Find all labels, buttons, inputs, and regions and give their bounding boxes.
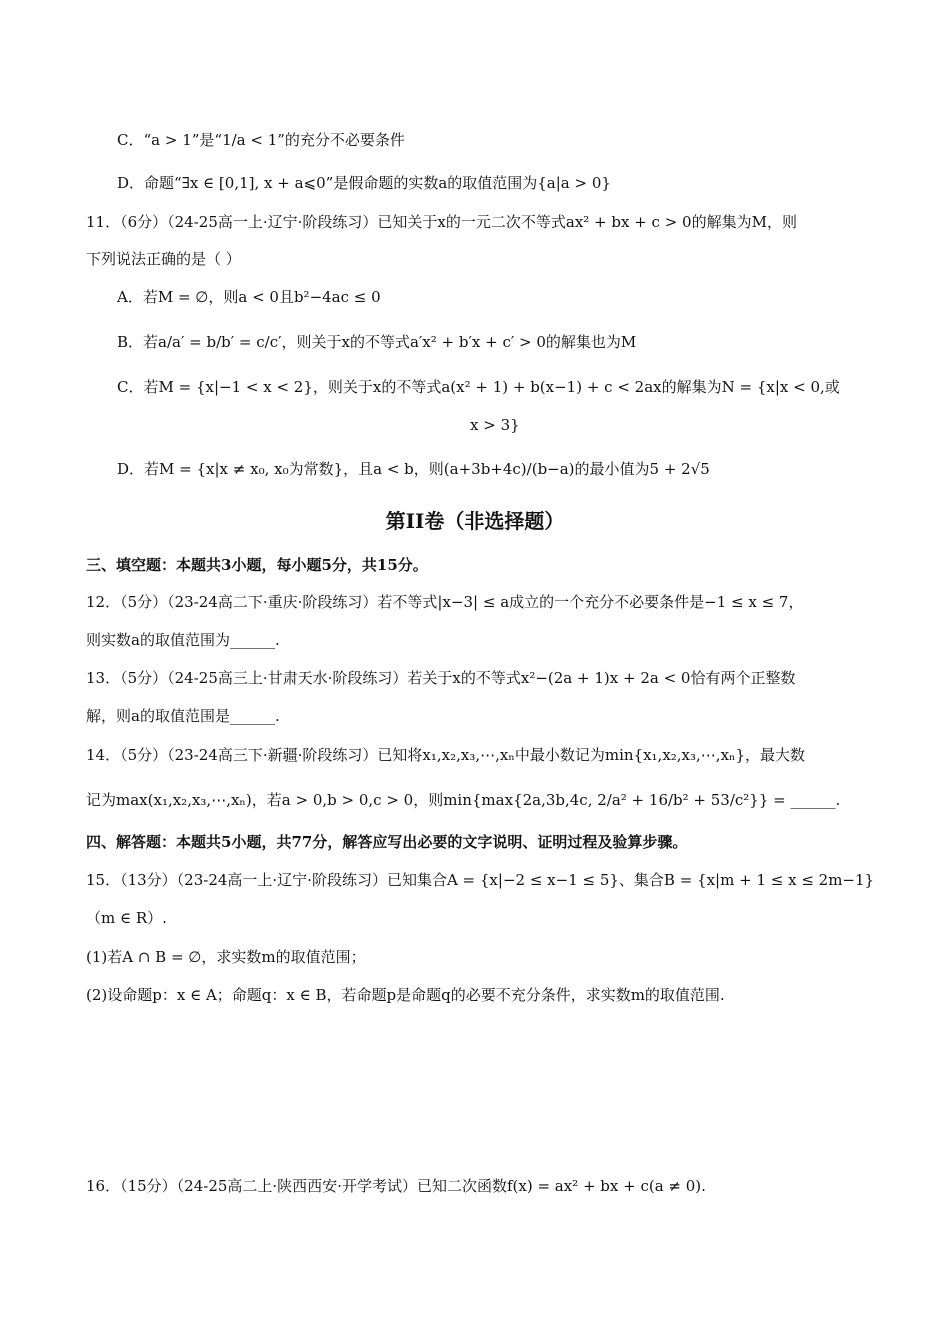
q11-option-d: D．若M = {x|x ≠ x₀, x₀为常数}，且a < b，则(a+3b+4c)/(b−a)的最小值为5 + 2√5 — [117, 460, 710, 478]
q16-stem-line1: 16．（15分）（24-25高二上·陕西西安·开学考试）已知二次函数f(x) = ax² + bx + c(a ≠ 0). — [86, 1177, 706, 1195]
q13-stem-line1: 13．（5分）（24-25高三上·甘肃天水·阶段练习）若关于x的不等式x²−(2a + 1)x + 2a < 0恰有两个正整数 — [86, 669, 796, 687]
q11-option-c-line2: x > 3} — [470, 416, 520, 434]
q11-stem-line2: 下列说法正确的是（ ） — [86, 250, 241, 268]
q11-option-b: B．若a/a′ = b/b′ = c/c′，则关于x的不等式a′x² + b′x + c′ > 0的解集也为M — [117, 333, 637, 351]
q11-option-a: A．若M = ∅，则a < 0且b²−4ac ≤ 0 — [117, 288, 381, 306]
q10-option-c: C．“a > 1”是“1/a < 1”的充分不必要条件 — [117, 131, 405, 149]
q15-part-2: (2)设命题p：x ∈ A；命题q：x ∈ B，若命题p是命题q的必要不充分条件，求实数m的取值范围. — [86, 986, 725, 1004]
section-4-header: 四、解答题：本题共5小题，共77分，解答应写出必要的文字说明、证明过程及验算步骤。 — [86, 833, 688, 851]
q11-stem-line1: 11．（6分）（24-25高一上·辽宁·阶段练习）已知关于x的一元二次不等式ax² + bx + c > 0的解集为M，则 — [86, 213, 797, 231]
q15-stem-line1: 15．（13分）（23-24高一上·辽宁·阶段练习）已知集合A = {x|−2 ≤ x−1 ≤ 5}、集合B = {x|m + 1 ≤ x ≤ 2m−1} — [86, 871, 875, 889]
q13-stem-line2: 解，则a的取值范围是______. — [86, 707, 280, 725]
q14-stem-line1: 14．（5分）（23-24高三下·新疆·阶段练习）已知将x₁,x₂,x₃,⋯,xₙ中最小数记为min{x₁,x₂,x₃,⋯,xₙ}，最大数 — [86, 746, 806, 764]
q15-part-1: (1)若A ∩ B = ∅，求实数m的取值范围； — [86, 948, 366, 966]
q12-stem-line1: 12．（5分）（23-24高二下·重庆·阶段练习）若不等式|x−3| ≤ a成立的一个充分不必要条件是−1 ≤ x ≤ 7， — [86, 593, 804, 611]
q15-stem-line2: （m ∈ R）. — [86, 909, 167, 927]
q11-option-c-line1: C．若M = {x|−1 < x < 2}，则关于x的不等式a(x² + 1) + b(x−1) + c < 2ax的解集为N = {x|x < 0,或 — [117, 378, 840, 396]
section-3-header: 三、填空题：本题共3小题，每小题5分，共15分。 — [86, 556, 428, 574]
q12-stem-line2: 则实数a的取值范围为______. — [86, 631, 280, 649]
q14-stem-line2: 记为max(x₁,x₂,x₃,⋯,xₙ)，若a > 0,b > 0,c > 0，则min{max{2a,3b,4c, 2/a² + 16/b² + 53/c²}} = ______. — [86, 791, 841, 809]
section-2-title: 第II卷（非选择题） — [385, 509, 565, 533]
q10-option-d: D．命题“∃x ∈ [0,1], x + a⩽0”是假命题的实数a的取值范围为{a|a > 0} — [117, 174, 611, 192]
